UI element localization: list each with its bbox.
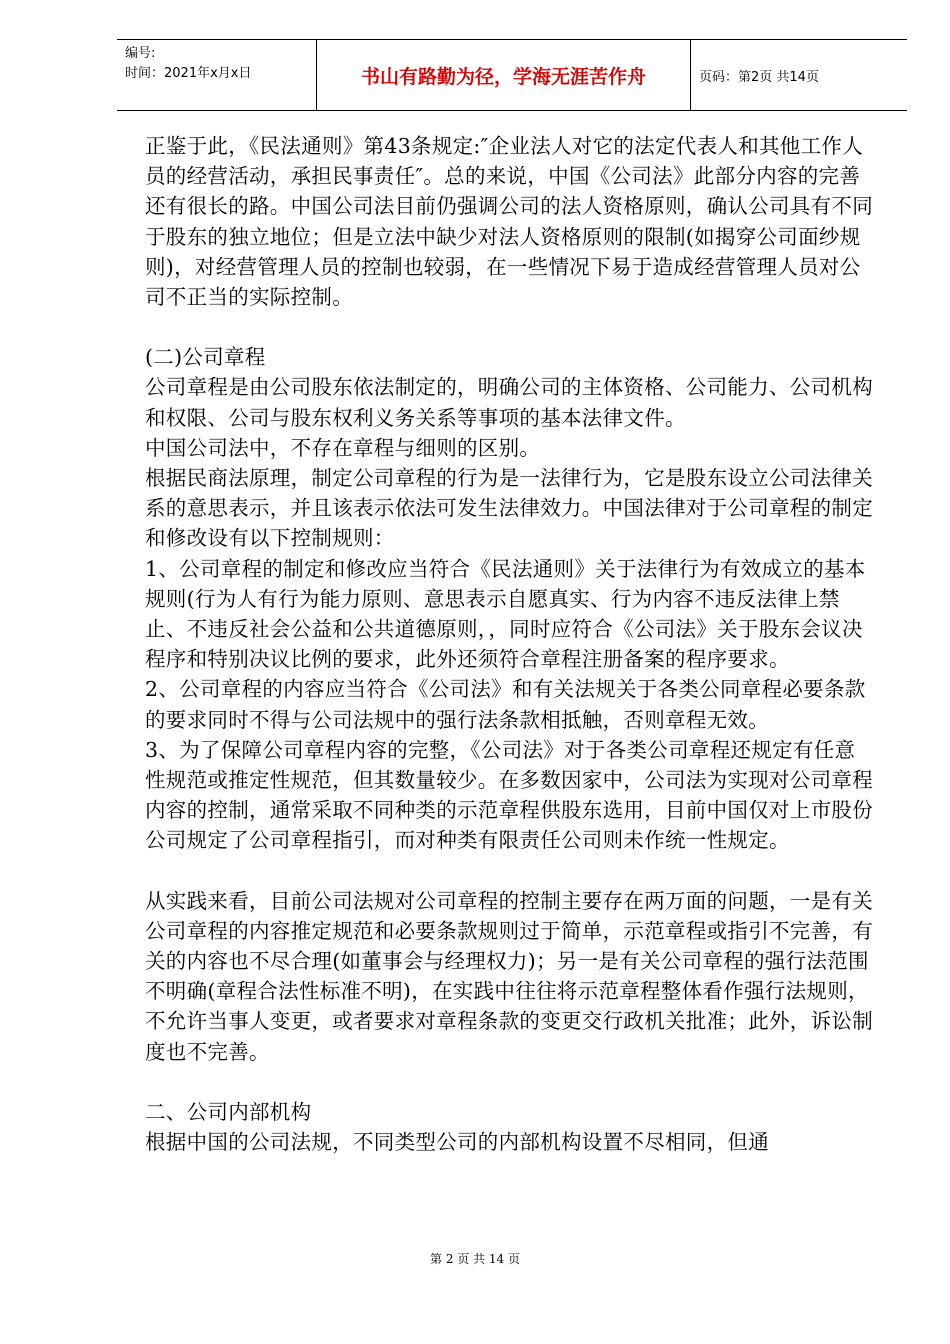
paragraph: 根据中国的公司法规，不同类型公司的内部机构设置不尽相同，但通 [145,1130,769,1155]
paragraph: 中国公司法中，不存在章程与细则的区别。 [145,435,541,460]
paragraph: 公司章程是由公司股东依法制定的，明确公司的主体资格、公司能力、公司机构和权限、公司与股东权利义务关系等事项的基本法律文件。 [145,375,873,430]
paragraph: 正鉴于此，《民法通则》第43条规定:″企业法人对它的法定代表人和其他工作人员的经营活动，承担民事责任″。总的来说，中国《公司法》此部分内容的完善还有很长的路。中国公司法目前仍强调公司的法人资格原则，确认公司具有不同于股东的独立地位；但是立法中缺少对法人资格原则的限制(如揭穿公司面纱规则)，对经营管理人员的控制也较弱，在一些情况下易于造成经营管理人员对公司不正当的实际控制。 [145,134,873,310]
section-heading: (二)公司章程 [145,345,266,370]
list-item: 3、为了保障公司章程内容的完整，《公司法》对于各类公司章程还规定有任意性规范或推定性规范，但其数量较少。在多数因家中，公司法为实现对公司章程内容的控制，通常采取不同种类的示范章程供股东选用，目前中国仅对上市股份公司规定了公司章程指引，而对种类有限责任公司则未作统一性规定。 [145,737,873,853]
paragraph: 从实践来看，目前公司法规对公司章程的控制主要存在两万面的问题，一是有关公司章程的内容推定规范和必要条款规则过于简单，示范章程或指引不完善，有关的内容也不尽合理(如董事会与经理权力)；另一是有关公司章程的强行法范围不明确(章程合法性标准不明)，在实践中往往将示范章程整体看作强行法规则，不允许当事人变更，或者要求对章程条款的变更交行政机关批准；此外，诉讼制度也不完善。 [145,888,873,1064]
header-page-label: 页码：第2页 共14页 [699,69,819,85]
document-body [145,131,875,1157]
page-footer: 第 2 页 共 14 页 [430,1252,520,1266]
list-item: 2、公司章程的内容应当符合《公司法》和有关法规关于各类公同章程必要条款的要求同时不得与公司法规中的强行法条款相抵触，否则章程无效。 [145,677,866,732]
page-header [117,39,907,111]
section-heading: 二、公司内部机构 [145,1099,312,1124]
header-motto: 书山有路勤为径，学海无涯苦作舟 [317,40,691,110]
paragraph: 根据民商法原理，制定公司章程的行为是一法律行为，它是股东设立公司法律关系的意思表示，并且该表示依法可发生法律效力。中国法律对于公司章程的制定和修改设有以下控制规则： [145,466,873,551]
time-label: 时间：2021年x月x日 [125,66,252,81]
header-meta [117,40,317,110]
list-item: 1、公司章程的制定和修改应当符合《民法通则》关于法律行为有效成立的基本规则(行为人有行为能力原则、意思表示自愿真实、行为内容不违反法律上禁止、不违反社会公益和公共道德原则，，同时应符合《公司法》关于股东会议决程序和特别决议比例的要求，此外还须符合章程注册备案的程序要求。 [145,556,866,672]
number-label: 编号: [125,46,156,61]
